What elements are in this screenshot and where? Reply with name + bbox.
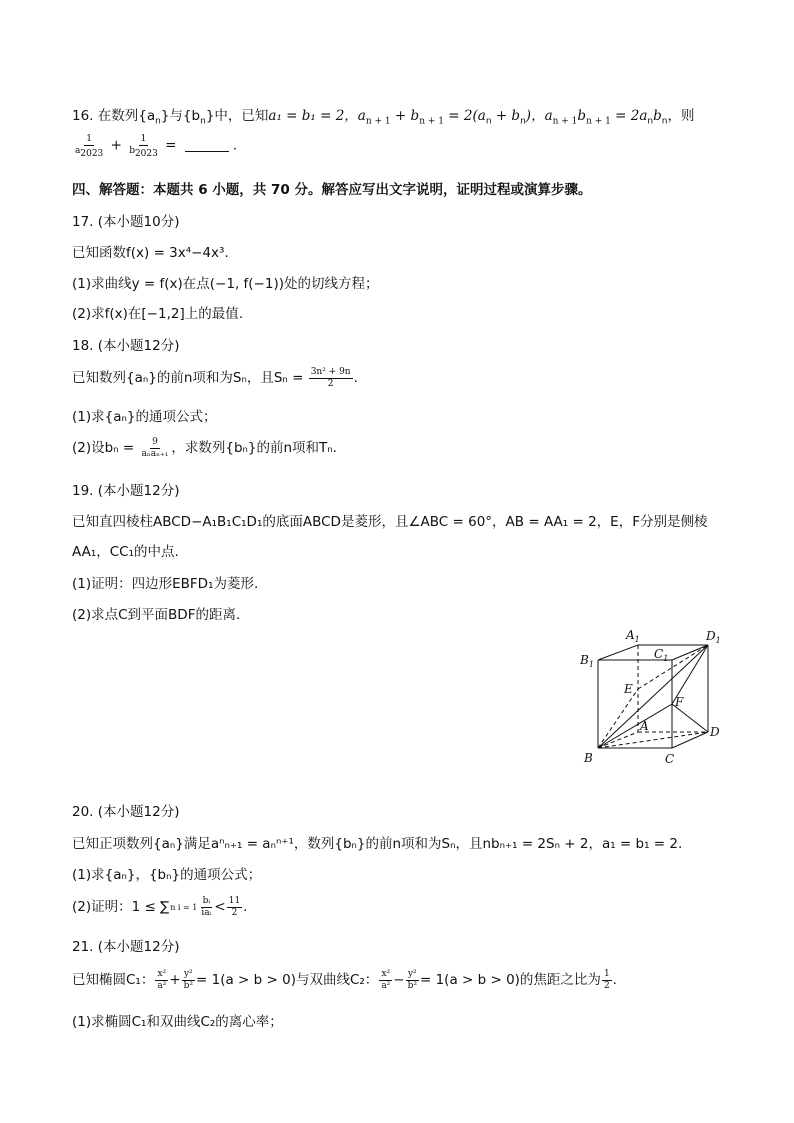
q20-p2-rhs: $\frac{11}{2}$: [228, 895, 241, 918]
label-b1: $B_1$: [580, 653, 594, 669]
q16-text-c: }中，已知: [205, 108, 269, 124]
q19-part1: (1)证明：四边形EBFD₁为菱形.: [72, 576, 259, 592]
q16-cond2: = 2a: [610, 108, 648, 124]
q19-stem1: 已知直四棱柱ABCD−A₁B₁C₁D₁的底面ABCD是菱形，且∠ABC = 60°，AB = AA₁ = 2，E，F分别是侧棱: [72, 514, 708, 530]
edge-b-f: [598, 704, 672, 748]
q16-cond1-b: + b: [390, 108, 420, 124]
q21-stem-b: = 1(a > b > 0)与双曲线C₂：: [196, 972, 379, 988]
q17-stem: 已知函数f(x) = 3x⁴−4x³.: [72, 245, 229, 261]
q19-part2: (2)求点C到平面BDF的距离.: [72, 607, 241, 623]
q18-p2-text: (2)设bₙ =: [72, 440, 135, 456]
q21-stem-c: = 1(a > b > 0)的焦距之比为: [419, 972, 601, 988]
q19-stem2: AA₁，CC₁的中点.: [72, 544, 179, 560]
q18-p2-tail: ，求数列{bₙ}的前n项和Tₙ.: [171, 440, 337, 456]
q16-line2: $\frac{1}{a_{2023}}$ + $\frac{1}{b_{2023}}$ = .: [75, 134, 238, 159]
label-f: F: [675, 695, 684, 709]
q21-stem-a: 已知椭圆C₁：: [72, 972, 155, 988]
q21-part1: (1)求椭圆C₁和双曲线C₂的离心率；: [72, 1014, 283, 1030]
q18-part2: [72, 436, 337, 460]
edge-b-e-hidden: [598, 689, 638, 748]
q21-head: 21. (本小题12分): [72, 939, 180, 955]
q18-part1: (1)求{aₙ}的通项公式；: [72, 409, 217, 425]
label-c1: $C_1$: [654, 647, 669, 663]
label-d1: $D_1$: [706, 629, 721, 645]
q16-cond1-e: )，a: [525, 108, 553, 124]
q18-head: 18. (本小题12分): [72, 338, 180, 354]
q20-p2-fraction: $\frac{\text{bᵢ}}{\text{iaᵢ}}$: [201, 895, 212, 918]
q16-cond1: a₁ = b₁ = 2，a: [268, 108, 366, 124]
q18-stem-text: 已知数列{aₙ}的前n项和为Sₙ，且Sₙ =: [72, 370, 304, 386]
q16-cond1-d: + b: [491, 108, 521, 124]
q20-head: 20. (本小题12分): [72, 804, 180, 820]
edge-c1-d1: [672, 645, 708, 660]
q16-then: ，则: [667, 108, 695, 124]
edge-b-d-hidden: [598, 732, 708, 748]
q17-part1: (1)求曲线y = f(x)在点(−1, f(−1))处的切线方程；: [72, 276, 379, 292]
q21-stem: 已知椭圆C₁： $\frac{\text{x²}}{\text{a²}}$ + $\frac{\text{y²}}{\text{b²}}$ = 1(a > b > 0)与双曲线C₂： $\frac{\text{x²}}{\text{a²}}$ − $\frac{\text{y²}}{\text{b²}}$ = 1(a > b > 0)的焦距之比为 $\frac{1}{2}$ .: [72, 968, 617, 991]
label-e: E: [624, 682, 633, 696]
q16-line1: 16. 在数列$\{a_n\}$与$\{b_n\}$中，已知a₁ = b₁ = 2，$a_{n + 1} + b_{n + 1} = 2(a_n + b_n)$，$a_{n + 1}b_{n + 1} = 2a_nb_n$，则: [72, 108, 695, 127]
q18-stem: 已知数列{aₙ}的前n项和为Sₙ，且Sₙ = $\frac{\text{3n² + 9n}}{2}$ .: [72, 366, 358, 389]
q18-p2-fraction: $\frac{9}{\text{aₙaₙ₊₁}}$: [141, 436, 169, 459]
label-d: D: [710, 725, 720, 739]
section4-title: 四、解答题：本题共 6 小题，共 70 分。解答应写出文字说明，证明过程或演算步骤。: [72, 182, 592, 198]
q20-stem: 已知正项数列{aₙ}满足aⁿₙ₊₁ = aₙⁿ⁺¹，数列{bₙ}的前n项和为Sₙ，且nbₙ₊₁ = 2Sₙ + 2，a₁ = b₁ = 2.: [72, 836, 683, 852]
q20-part2: (2)证明：1 ≤ ∑ n i = 1 $\frac{\text{bᵢ}}{\text{iaᵢ}}$ < $\frac{11}{2}$ .: [72, 895, 248, 918]
label-c: C: [665, 752, 675, 766]
edge-b1-a1: [598, 645, 638, 660]
prism-figure: [574, 620, 734, 770]
q16-text-b: }与{b: [160, 108, 201, 124]
q20-p2-text: (2)证明：1 ≤ ∑: [72, 899, 170, 915]
q20-sum-limits: n i = 1: [170, 902, 198, 912]
label-b: B: [584, 751, 593, 765]
q16-cond1-c: = 2(a: [444, 108, 486, 124]
q18-fraction: $\frac{\text{3n² + 9n}}{2}$: [310, 366, 351, 389]
edge-e-d1-hidden: [638, 645, 708, 689]
q17-part2: (2)求f(x)在[−1,2]上的最值.: [72, 306, 244, 322]
label-a: A: [640, 719, 649, 733]
q19-head: 19. (本小题12分): [72, 483, 180, 499]
q16-text-a: 16. 在数列{a: [72, 108, 156, 124]
q17-head: 17. (本小题10分): [72, 214, 180, 230]
q20-part1: (1)求{aₙ}，{bₙ}的通项公式；: [72, 867, 262, 883]
label-a1: $A_1$: [626, 628, 640, 644]
